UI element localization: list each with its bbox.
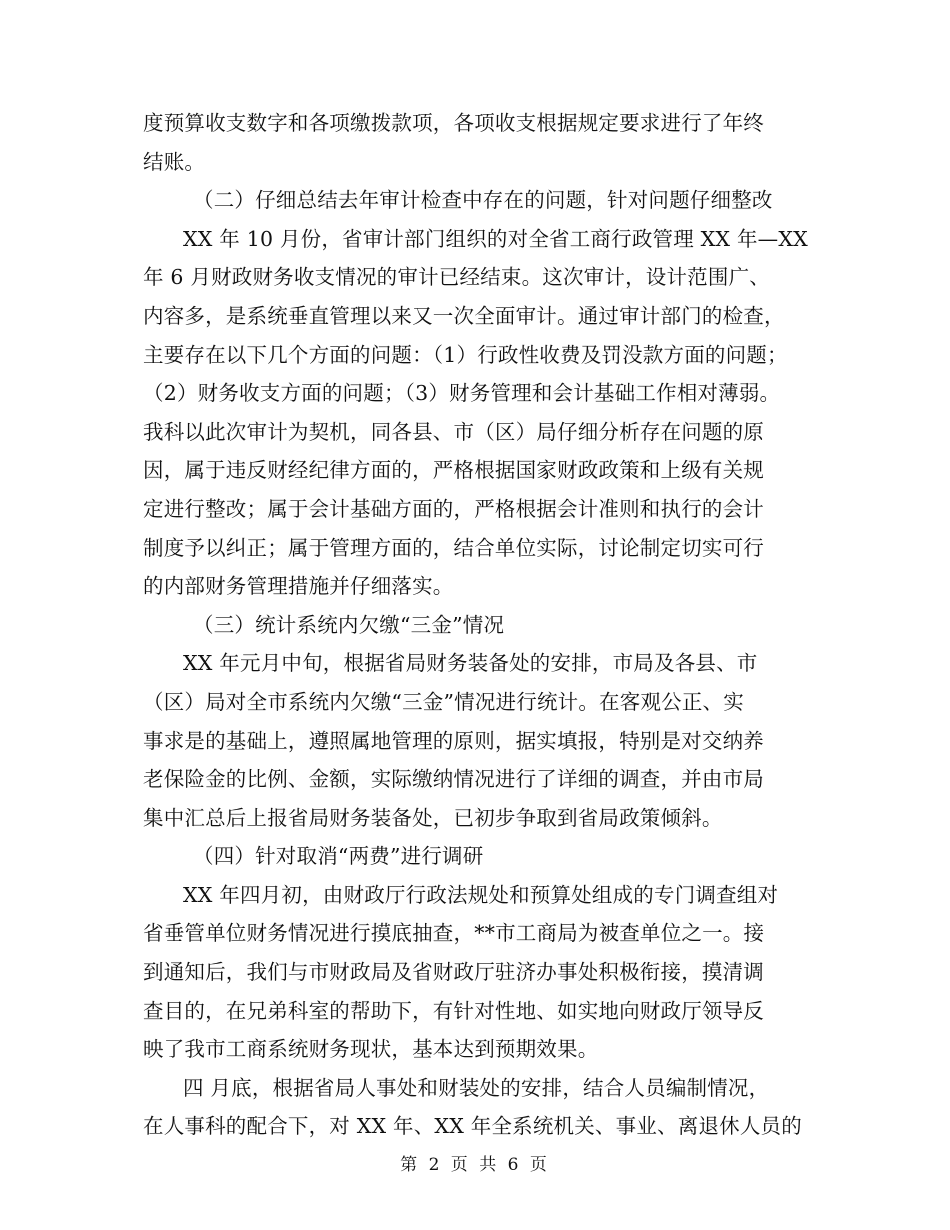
paragraph-line: XX 年 10 月份，省审计部门组织的对全省工商行政管理 XX 年—XX xyxy=(183,226,808,251)
paragraph-line: 老保险金的比例、金额，实际缴纳情况进行了详细的调查，并由市局 xyxy=(143,767,764,792)
paragraph-line: （区）局对全市系统内欠缴“三金”情况进行统计。在客观公正、实 xyxy=(143,689,744,714)
paragraph-line: 事求是的基础上，遵照属地管理的原则，据实填报，特别是对交纳养 xyxy=(143,728,764,753)
paragraph-line: 因，属于违反财经纪律方面的，严格根据国家财政政策和上级有关规 xyxy=(143,458,764,483)
paragraph-line: 映了我市工商系统财务现状，基本达到预期效果。 xyxy=(143,1037,599,1062)
paragraph-line: 集中汇总后上报省局财务装备处，已初步争取到省局政策倾斜。 xyxy=(143,805,723,830)
paragraph-line: 结账。 xyxy=(143,149,206,174)
paragraph-line: 到通知后，我们与市财政局及省财政厅驻济办事处积极衔接，摸清调 xyxy=(143,960,764,985)
paragraph-line: 查目的，在兄弟科室的帮助下，有针对性地、如实地向财政厅领导反 xyxy=(143,998,764,1023)
section-heading: （四）针对取消“两费”进行调研 xyxy=(193,844,484,869)
document-body xyxy=(143,104,815,1146)
paragraph-line: 内容多，是系统垂直管理以来又一次全面审计。通过审计部门的检查， xyxy=(143,303,785,328)
paragraph-line: 四 月底，根据省局人事处和财装处的安排，结合人员编制情况， xyxy=(183,1075,770,1100)
page-number-footer: 第 2 页 共 6 页 xyxy=(400,1155,550,1175)
paragraph-line: 定进行整改；属于会计基础方面的，严格根据会计准则和执行的会计 xyxy=(143,496,764,521)
paragraph-line: XX 年元月中旬，根据省局财务装备处的安排，市局及各县、市 xyxy=(183,651,758,676)
section-heading: （三）统计系统内欠缴“三金”情况 xyxy=(193,612,505,637)
paragraph-line: （2）财务收支方面的问题；（3）财务管理和会计基础工作相对薄弱。 xyxy=(143,381,781,406)
paragraph-line: 在人事科的配合下，对 XX 年、XX 年全系统机关、事业、离退休人员的 xyxy=(143,1114,802,1139)
paragraph-line: 度预算收支数字和各项缴拨款项，各项收支根据规定要求进行了年终 xyxy=(143,111,764,135)
paragraph-line: 主要存在以下几个方面的问题：（1）行政性收费及罚没款方面的问题； xyxy=(143,342,788,367)
paragraph-line: XX 年四月初，由财政厅行政法规处和预算处组成的专门调查组对 xyxy=(183,882,779,907)
paragraph-line: 制度予以纠正；属于管理方面的，结合单位实际，讨论制定切实可行 xyxy=(143,535,764,560)
paragraph-line: 的内部财务管理措施并仔细落实。 xyxy=(143,574,454,599)
paragraph-line: 年 6 月财政财务收支情况的审计已经结束。这次审计，设计范围广、 xyxy=(143,265,770,290)
paragraph-line: 省垂管单位财务情况进行摸底抽查，**市工商局为被查单位之一。接 xyxy=(143,921,765,946)
section-heading: （二）仔细总结去年审计检查中存在的问题，针对问题仔细整改 xyxy=(193,188,773,213)
paragraph-line: 我科以此次审计为契机，同各县、市（区）局仔细分析存在问题的原 xyxy=(143,419,764,444)
